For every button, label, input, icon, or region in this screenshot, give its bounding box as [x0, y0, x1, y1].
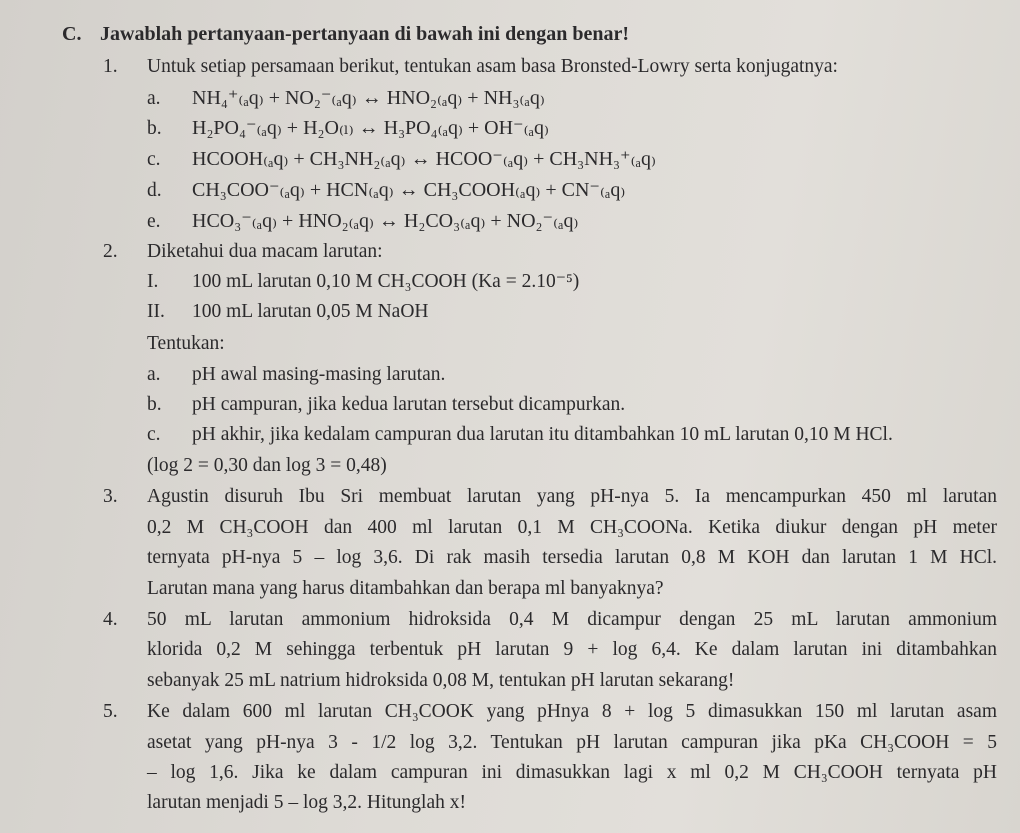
q1-number: 1. [103, 56, 118, 77]
q4-line-2: klorida 0,2 M sehingga terbentuk pH larutan 9 + log 6,4. Ke dalam larutan ini ditambahkan [147, 639, 997, 660]
q1-item-a-equation: NH₄⁺₍ₐq₎ + NO₂⁻₍ₐq₎ ↔ HNO₂₍ₐq₎ + NH₃₍ₐq₎ [192, 87, 545, 109]
q5-line-3: – log 1,6. Jika ke dalam campuran ini dimasukkan lagi x ml 0,2 M CH₃COOH ternyata pH [147, 762, 997, 783]
q2-part-c-text: pH akhir, jika kedalam campuran dua larutan itu ditambahkan 10 mL larutan 0,10 M HCl. [192, 424, 893, 445]
q1-item-b-equation: H₂PO₄⁻₍ₐq₎ + H₂O₍ₗ₎ ↔ H₃PO₄₍ₐq₎ + OH⁻₍ₐq₎ [192, 117, 549, 139]
q2-ask: Tentukan: [147, 333, 225, 354]
q3-line-4: Larutan mana yang harus ditambahkan dan berapa ml banyaknya? [147, 578, 664, 599]
q2-part-a-label: a. [147, 364, 161, 385]
section-letter: C. [62, 23, 82, 45]
q3-line-2: 0,2 M CH₃COOH dan 400 ml larutan 0,1 M CH₃COONa. Ketika diukur dengan pH meter [147, 517, 997, 538]
q5-line-1: Ke dalam 600 ml larutan CH₃COOK yang pHnya 8 + log 5 dimasukkan 150 ml larutan asam [147, 701, 997, 722]
q1-item-e-equation: HCO₃⁻₍ₐq₎ + HNO₂₍ₐq₎ ↔ H₂CO₃₍ₐq₎ + NO₂⁻₍ₐq₎ [192, 210, 579, 232]
q1-item-c-label: c. [147, 149, 161, 170]
q1-text: Untuk setiap persamaan berikut, tentukan asam basa Bronsted-Lowry serta konjugatnya: [147, 56, 838, 77]
q1-item-c-equation: HCOOH₍ₐq₎ + CH₃NH₂₍ₐq₎ ↔ HCOO⁻₍ₐq₎ + CH₃NH₃⁺₍ₐq₎ [192, 148, 656, 170]
q1-item-d-label: d. [147, 180, 162, 201]
q2-part-b-text: pH campuran, jika kedua larutan tersebut dicampurkan. [192, 394, 626, 415]
q5-line-4: larutan menjadi 5 – log 3,2. Hitunglah x! [147, 792, 466, 813]
q3-line-1: Agustin disuruh Ibu Sri membuat larutan yang pH-nya 5. Ia mencampurkan 450 ml larutan [147, 486, 997, 507]
q2-log-note: (log 2 = 0,30 dan log 3 = 0,48) [147, 455, 387, 476]
q1-item-b-label: b. [147, 118, 162, 139]
q5-number: 5. [103, 701, 118, 722]
q1-item-a-label: a. [147, 88, 161, 109]
q4-number: 4. [103, 609, 118, 630]
section-title: Jawablah pertanyaan-pertanyaan di bawah ini dengan benar! [100, 23, 629, 45]
q2-part-b-label: b. [147, 394, 162, 415]
q2-solution-2-label: II. [147, 301, 165, 322]
q2-solution-2-text: 100 mL larutan 0,05 M NaOH [192, 301, 429, 322]
q1-item-e-label: e. [147, 211, 161, 232]
q2-solution-1-label: I. [147, 271, 159, 292]
q2-part-a-text: pH awal masing-masing larutan. [192, 364, 446, 385]
q2-text: Diketahui dua macam larutan: [147, 241, 383, 262]
q2-part-c-label: c. [147, 424, 161, 445]
q2-number: 2. [103, 241, 118, 262]
q3-number: 3. [103, 486, 118, 507]
q2-solution-1-text: 100 mL larutan 0,10 M CH₃COOH (Ka = 2.10⁻⁵) [192, 271, 580, 292]
q4-line-1: 50 mL larutan ammonium hidroksida 0,4 M dicampur dengan 25 mL larutan ammonium [147, 609, 997, 630]
q5-line-2: asetat yang pH-nya 3 - 1/2 log 3,2. Tentukan pH larutan campuran jika pKa CH₃COOH = 5 [147, 732, 997, 753]
q1-item-d-equation: CH₃COO⁻₍ₐq₎ + HCN₍ₐq₎ ↔ CH₃COOH₍ₐq₎ + CN⁻₍ₐq₎ [192, 179, 626, 201]
q3-line-3: ternyata pH-nya 5 – log 3,6. Di rak masih tersedia larutan 0,8 M KOH dan larutan 1 M HCl. [147, 547, 997, 568]
q4-line-3: sebanyak 25 mL natrium hidroksida 0,08 M, tentukan pH larutan sekarang! [147, 670, 735, 691]
